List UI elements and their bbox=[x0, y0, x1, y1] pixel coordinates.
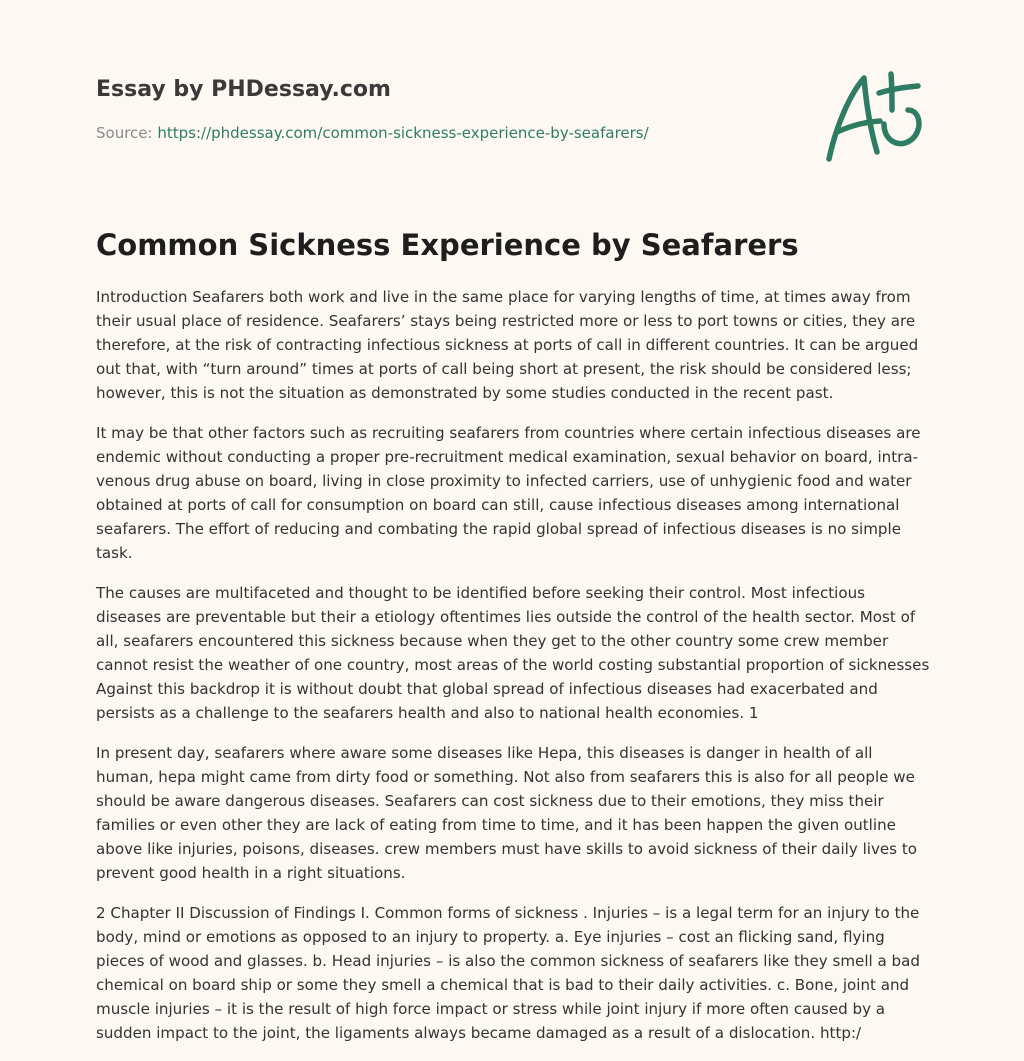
paragraph-4: In present day, seafarers where aware some diseases like Hepa, this diseases is danger in health of all human, hepa might came from dirty food or something. Not also from seafarers this is also for all people we should be aware dangerous diseases. Seafarers can cost sickness due to their emotions, they miss their families or even other they are lack of eating from time to time, and it has been happen the given outline above like injuries, poisons, diseases. crew members must have skills to avoid sickness of their daily lives to prevent good health in a right situations. bbox=[96, 744, 917, 882]
article-body bbox=[96, 285, 932, 1061]
paragraph-2: It may be that other factors such as recruiting seafarers from countries where certain infectious diseases are endemic without conducting a proper pre-recruitment medical examination, sexual behavior on board, intra-venous drug abuse on board, living in close proximity to infected carriers, use of unhygienic food and water obtained at ports of call for consumption on board can still, cause infectious diseases among international seafarers. The effort of reducing and combating the rapid global spread of infectious diseases is no simple task. bbox=[96, 424, 921, 562]
paragraph-5: 2 Chapter II Discussion of Findings I. Common forms of sickness . Injuries – is a legal term for an injury to the body, mind or emotions as opposed to an injury to property. a. Eye injuries – cost an flicking sand, flying pieces of wood and glasses. b. Head injuries – is also the common sickness of seafarers like they smell a bad chemical on board ship or some they smell a chemical that is bad to their daily activities. c. Bone, joint and muscle injuries – it is the result of high force impact or stress while joint injury if more often caused by a sudden impact to the joint, the ligaments always became damaged as a result of a dislocation. http:/ bbox=[96, 904, 920, 1042]
a-plus-grade-icon bbox=[820, 66, 928, 166]
paragraph-1: Introduction Seafarers both work and live in the same place for varying lengths of time, at times away from their usual place of residence. Seafarers’ stays being restricted more or less to port towns or cities, they are therefore, at the risk of contracting infectious sickness at ports of call in different countries. It can be argued out that, with “turn around” times at ports of call being short at present, the risk should be considered less; however, this is not the situation as demonstrated by some studies conducted in the recent past. bbox=[96, 288, 919, 402]
source-line bbox=[96, 123, 649, 143]
site-brand: Essay by PHDessay.com bbox=[96, 77, 391, 102]
paragraph-3: The causes are multifaceted and thought to be identified before seeking their control. Most infectious diseases are preventable but their a etiology oftentimes lies outside the control of the health sector. Most of all, seafarers encountered this sickness because when they get to the other country some crew member cannot resist the weather of one country, most areas of the world costing substantial proportion of sicknesses Against this backdrop it is without doubt that global spread of infectious diseases had exacerbated and persists as a challenge to the seafarers health and also to national health economies. 1 bbox=[96, 584, 930, 722]
source-label: Source: bbox=[96, 124, 153, 142]
article-title: Common Sickness Experience by Seafarers bbox=[96, 228, 799, 262]
source-link[interactable]: https://phdessay.com/common-sickness-experience-by-seafarers/ bbox=[157, 124, 649, 142]
